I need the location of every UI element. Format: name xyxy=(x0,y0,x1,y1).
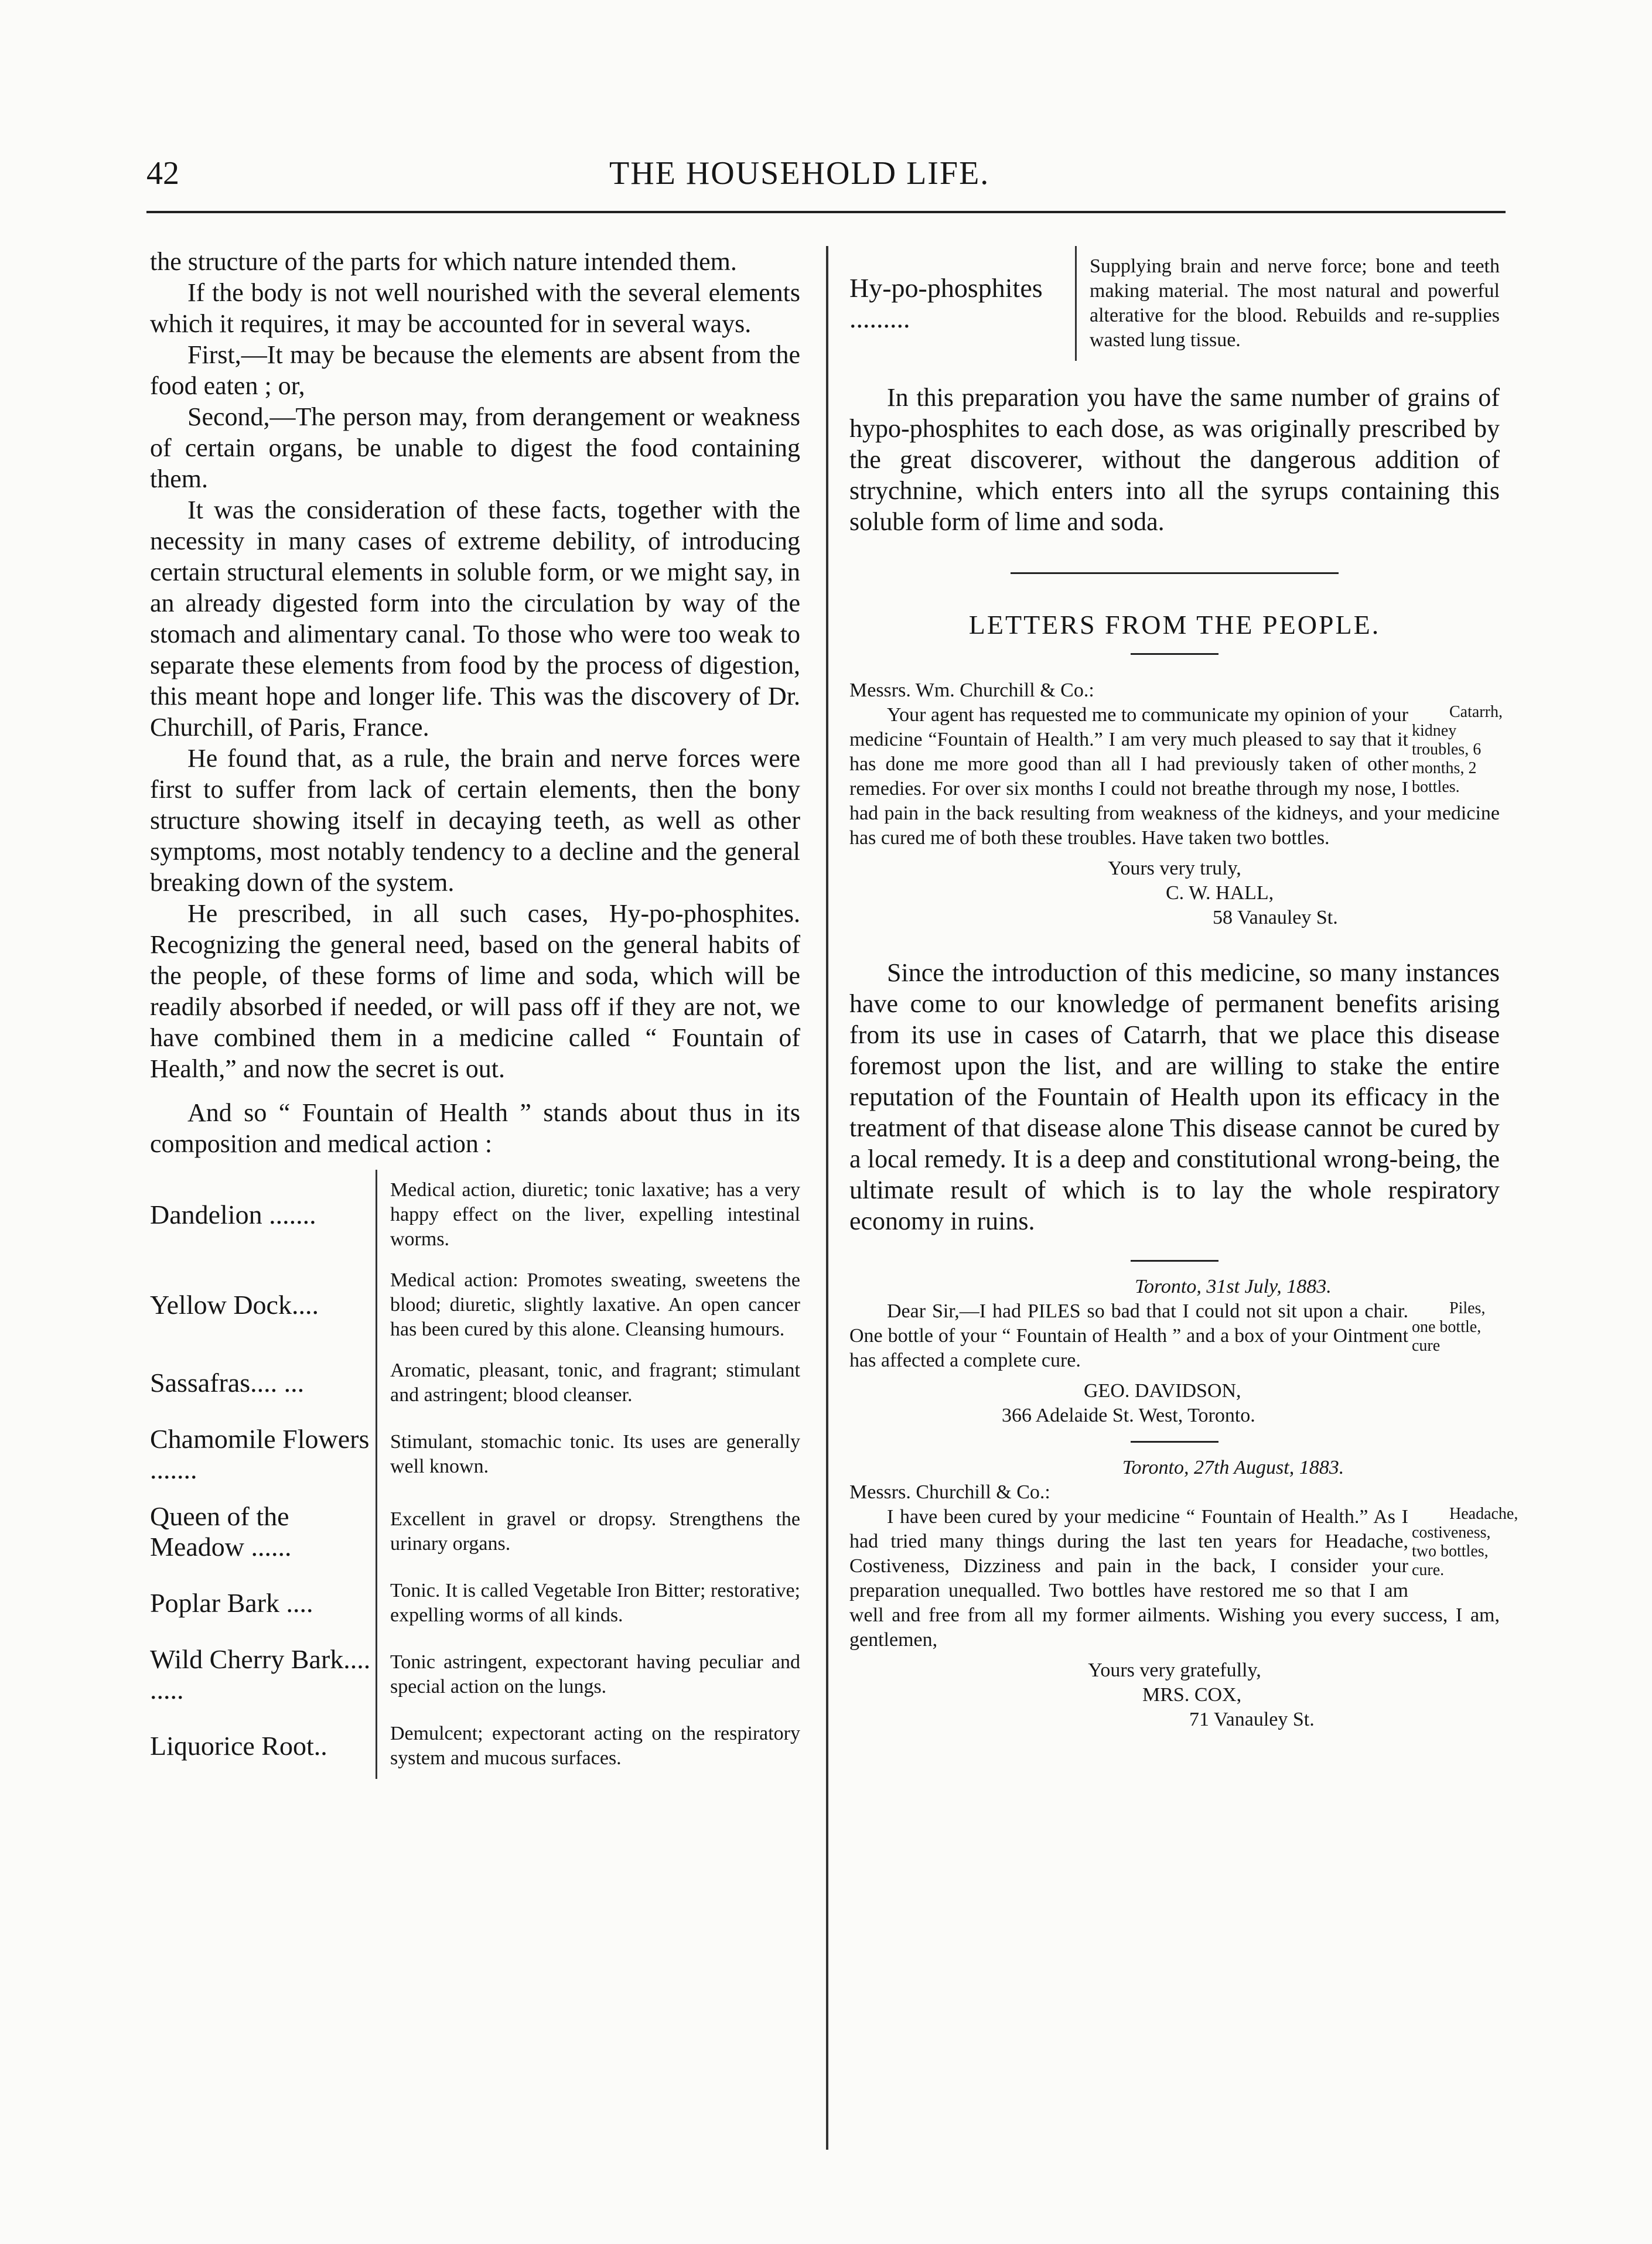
closing: Yours very gratefully, xyxy=(1088,1659,1261,1681)
page-number: 42 xyxy=(146,155,179,192)
signature-name: C. W. HALL, xyxy=(1166,882,1274,904)
dateline: Toronto, 31st July, 1883. xyxy=(1135,1276,1332,1297)
signature-name: MRS. COX, xyxy=(1142,1684,1242,1706)
ingredient-desc: Medical action: Promotes sweating, sweetens the blood; diuretic, slightly laxative. An open cancer has been cured by this alone. Cleansing humours. xyxy=(377,1260,801,1350)
ingredient-desc: Demulcent; expectorant acting on the respiratory system and mucous surfaces. xyxy=(377,1713,801,1779)
ingredient-name: Wild Cherry Bark.... ..... xyxy=(150,1644,371,1705)
right-column xyxy=(849,246,1518,1732)
letter xyxy=(849,1456,1518,1732)
signature-address: 58 Vanauley St. xyxy=(1213,907,1338,928)
table-row xyxy=(849,246,1500,361)
table-row xyxy=(150,1570,800,1636)
ingredient-desc: Excellent in gravel or dropsy. Strengthens the urinary organs. xyxy=(377,1493,801,1570)
letter-body: Piles, one bottle, cure Dear Sir,—I had PILES so bad that I could not sit upon a chair. One bottle of your “ Fountain of Health ” and a box of your Ointment has affected a complete cure. xyxy=(849,1299,1500,1373)
ingredient-name: Chamomile Flowers ....... xyxy=(150,1424,370,1484)
ingredient-desc: Tonic. It is called Vegetable Iron Bitter; restorative; expelling worms of all kinds. xyxy=(377,1570,801,1636)
letter xyxy=(849,1275,1500,1428)
dateline: Toronto, 27th August, 1883. xyxy=(1122,1457,1344,1478)
table-row xyxy=(150,1260,800,1350)
paragraph: It was the consideration of these facts, together with the necessity in many cases of extreme debility, of introducing certain structural elements in soluble form, or we might say, in an already digested form into the circulation by way of the stomach and alimentary canal. To those who were too weak to separate these elements from food by the process of digestion, this meant hope and longer life. This was the discovery of Dr. Churchill, of Paris, France. xyxy=(150,496,800,742)
left-column xyxy=(150,246,800,1779)
ingredient-name: Queen of the Meadow ...... xyxy=(150,1501,292,1562)
margin-note: Piles, one bottle, cure xyxy=(1412,1299,1486,1355)
ingredient-desc: Stimulant, stomachic tonic. Its uses are generally well known. xyxy=(377,1416,801,1493)
paragraph: In this preparation you have the same number of grains of hypo-phosphites to each dose, as was originally prescribed by the great discoverer, without the dangerous addition of strychnine, which enters into all the syrups containing this soluble form of lime and soda. xyxy=(849,383,1500,536)
ingredient-desc: Aromatic, pleasant, tonic, and fragrant; stimulant and astringent; blood cleanser. xyxy=(377,1350,801,1416)
signature-name: GEO. DAVIDSON, xyxy=(1084,1380,1241,1402)
letter-body: Catarrh, kidney troubles, 6 months, 2 bottles. Your agent has requested me to communicate my opinion of your medicine “Fountain of Health.” I am very much pleased to say that it has done me more good than all I had previously taken of other remedies. For over six months I could not breathe through my nose, I had pain in the back resulting from weakness of the kidneys, and your medicine has cured me of both these troubles. Have taken two bottles. xyxy=(849,703,1503,849)
salutation: Messrs. Churchill & Co.: xyxy=(849,1481,1050,1503)
ingredient-desc: Medical action, diuretic; tonic laxative; has a very happy effect on the liver, expelling intestinal worms. xyxy=(377,1170,801,1260)
salutation: Messrs. Wm. Churchill & Co.: xyxy=(849,679,1094,701)
margin-note: Catarrh, kidney troubles, 6 months, 2 bottles. xyxy=(1412,703,1503,796)
ingredient-name: Sassafras.... ... xyxy=(150,1368,305,1398)
paragraph: If the body is not well nourished with the several elements which it requires, it may be accounted for in several ways. xyxy=(150,278,800,338)
hypo-table xyxy=(849,246,1500,361)
paragraph: He found that, as a rule, the brain and nerve forces were first to suffer from lack of certain elements, then the bony structure showing itself in decaying teeth, as well as other symptoms, most notably tendency to a decline and the general breaking down of the system. xyxy=(150,744,800,897)
ingredient-name: Yellow Dock.... xyxy=(150,1290,319,1320)
column-divider xyxy=(826,246,828,2150)
divider xyxy=(1131,653,1218,655)
table-row xyxy=(150,1493,800,1570)
ingredient-desc: Tonic astringent, expectorant having peculiar and special action on the lungs. xyxy=(377,1636,801,1713)
table-row xyxy=(150,1350,800,1416)
closing: Yours very truly, xyxy=(1108,858,1241,879)
paragraph: He prescribed, in all such cases, Hy-po-phosphites. Recognizing the general need, based on the general habits of the people, of these forms of lime and soda, which will be readily absorbed if needed, or will pass off if they are not, we have combined them in a medicine called “ Fountain of Health,” and now the secret is out. xyxy=(150,899,800,1083)
paragraph: the structure of the parts for which nature intended them. xyxy=(150,247,737,276)
table-row xyxy=(150,1416,800,1493)
paragraph: And so “ Fountain of Health ” stands about thus in its composition and medical action : xyxy=(150,1098,800,1158)
table-row xyxy=(150,1636,800,1713)
margin-note: Headache, costiveness, two bottles, cure. xyxy=(1412,1505,1518,1579)
section-heading: LETTERS FROM THE PEOPLE. xyxy=(968,610,1381,640)
table-row xyxy=(150,1170,800,1260)
letter xyxy=(849,678,1503,930)
ingredient-name: Dandelion ....... xyxy=(150,1200,316,1229)
ingredient-name: Hy-po-phosphites ......... xyxy=(849,273,1043,333)
paragraph: Second,—The person may, from derangement or weakness of certain organs, be unable to digest the food containing them. xyxy=(150,402,800,493)
ingredient-name: Poplar Bark .... xyxy=(150,1588,313,1618)
divider xyxy=(1131,1441,1218,1443)
running-title: THE HOUSEHOLD LIFE. xyxy=(609,155,990,192)
ingredients-table xyxy=(150,1170,800,1779)
paragraph: First,—It may be because the elements are absent from the food eaten ; or, xyxy=(150,340,800,400)
divider xyxy=(1131,1260,1218,1262)
ingredient-desc: Supplying brain and nerve force; bone and teeth making material. The most natural and powerful alterative for the blood. Rebuilds and re-supplies wasted lung tissue. xyxy=(1076,246,1500,361)
ingredient-name: Liquorice Root.. xyxy=(150,1731,327,1761)
table-row xyxy=(150,1713,800,1779)
paragraph: Since the introduction of this medicine, so many instances have come to our knowledge of permanent benefits arising from its use in cases of Catarrh, that we place this disease foremost upon the list, and are willing to stake the entire reputation of the Fountain of Health upon its efficacy in the treatment of that disease alone This disease cannot be cured by a local remedy. It is a deep and constitutional wrong-being, the ultimate result of which is to lay the whole respiratory economy in ruins. xyxy=(849,958,1500,1235)
letter-body: Headache, costiveness, two bottles, cure. I have been cured by your medicine “ Fountain of Health.” As I had tried many things during the last ten years for Headache, Costiveness, Dizziness and pain in the back, I consider your preparation unequalled. Two bottles have restored me so that I am well and free from all my former ailments. Wishing you every success, I am, gentlemen, xyxy=(849,1505,1518,1651)
signature-address: 366 Adelaide St. West, Toronto. xyxy=(1002,1405,1255,1426)
header-rule xyxy=(146,211,1506,213)
section-divider xyxy=(1011,572,1339,574)
signature-address: 71 Vanauley St. xyxy=(1189,1709,1315,1730)
